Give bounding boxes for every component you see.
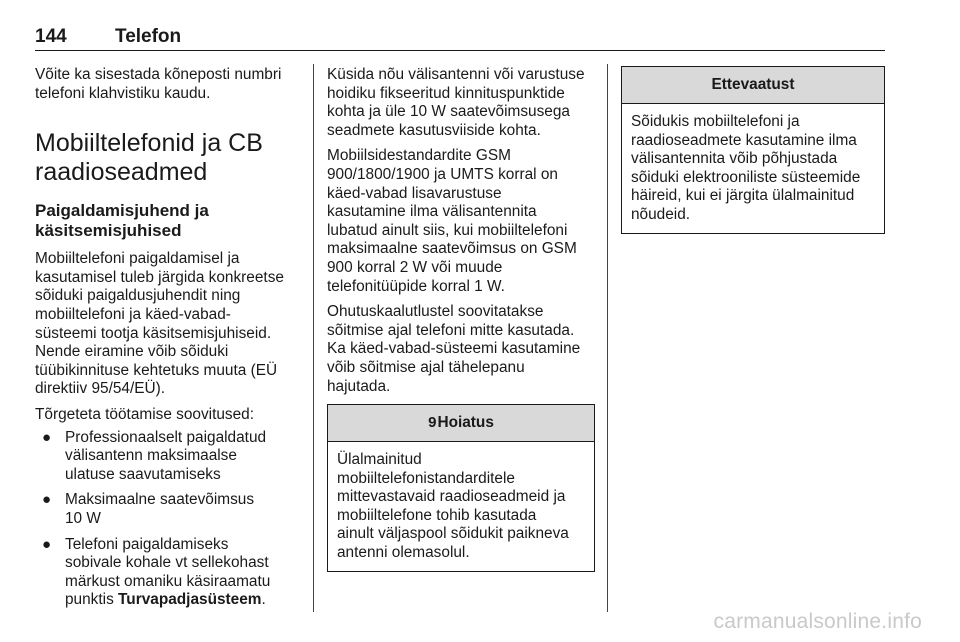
list-item-end: . <box>261 591 266 609</box>
paragraph: Tõrgeteta töötamise soovitused: <box>35 405 255 423</box>
paragraph: Küsida nõu välisantenni või varustuse hoidiku fikseeritud kinnituspunktide kohta ja üle 10 W saatevõimsusega seadmete kasutusviiside kohta. <box>327 66 585 139</box>
bullet-icon: ● <box>42 535 52 553</box>
recommendations-list <box>35 429 305 610</box>
section-heading: Mobiiltelefonid ja CB raadioseadmed <box>35 129 263 187</box>
warning-icon: 9 <box>428 414 437 432</box>
watermark: carmanualsonline.info <box>713 610 922 633</box>
column-2 <box>327 66 595 572</box>
list-item <box>35 536 305 610</box>
page-number: 144 <box>35 26 67 47</box>
list-item-text: Telefoni paigaldamiseks sobivale kohale vt sellekohast märkust omaniku käsiraamatu punktis <box>65 535 271 609</box>
paragraph: Mobiiltelefoni paigaldamisel ja kasutamisel tuleb järgida konkreetse sõiduki paigaldusjuhendit ning mobiiltelefoni ja käed-vabad- süsteemi tootja käsitsemisjuhiseid. Nende eiramine võib sõiduki tüübikinnituse kehtetuks muuta (EÜ direktiiv 95/54/EÜ). <box>35 250 284 398</box>
list-item <box>35 429 305 485</box>
cross-reference-link[interactable]: Turvapadjasüsteem <box>118 591 262 609</box>
bullet-icon: ● <box>42 491 52 509</box>
bullet-icon: ● <box>42 428 52 446</box>
column-divider <box>313 64 314 612</box>
list-item <box>35 491 305 528</box>
paragraph: Mobiilsidestandardite GSM 900/1800/1900 ja UMTS korral on käed-vabad lisavarustuse kasutamine ilma välisantennita lubatud ainult siis, kui mobiiltelefoni maksimaalne saatevõimsus on GSM 900 korral 2 W või muude telefonitüüpide korral 1 W. <box>327 147 577 295</box>
column-3 <box>621 66 885 234</box>
column-1 <box>35 66 305 617</box>
caution-header: Ettevaatust <box>622 67 884 104</box>
paragraph: Ohutuskaalutlustel soovitatakse sõitmise ajal telefoni mitte kasutada. Ka käed-vabad-süsteemi kasutamine võib sõitmise ajal tähelepanu hajutada. <box>327 303 581 395</box>
subheading: Paigaldamisjuhend ja käsitsemisjuhised <box>35 201 209 241</box>
page-header <box>35 26 885 51</box>
intro-text: Võite ka sisestada kõneposti numbri telefoni klahvistiku kaudu. <box>35 66 282 102</box>
caution-body: Sõidukis mobiiltelefoni ja raadioseadmete kasutamine ilma välisantennita võib põhjustada sõiduki elektrooniliste süsteemide häireid, kui ei järgita ülalmainitud nõudeid. <box>631 113 861 223</box>
column-divider <box>607 64 608 612</box>
warning-body: Ülalmainitud mobiiltelefonistandarditele mittevastavaid raadioseadmeid ja mobiiltelefone tohib kasutada ainult väljaspool sõidukit paikneva antenni olemasolul. <box>337 451 569 562</box>
warning-header <box>328 405 594 442</box>
caution-box <box>621 66 885 234</box>
chapter-title: Telefon <box>115 26 182 47</box>
list-item-text: Maksimaalne saatevõimsus 10 W <box>65 491 255 527</box>
warning-box <box>327 404 595 572</box>
list-item-text: Professionaalselt paigaldatud välisantenn maksimaalse ulatuse saavutamiseks <box>65 428 267 483</box>
warning-title: Hoiatus <box>437 414 494 432</box>
